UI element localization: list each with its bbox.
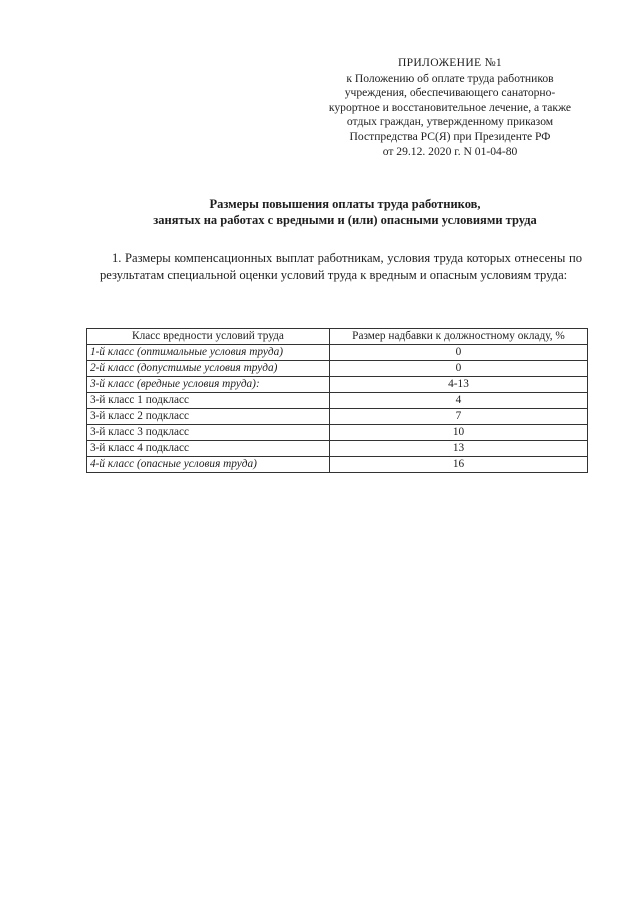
table-row bbox=[87, 393, 588, 409]
appendix-line: курортное и восстановительное лечение, а также bbox=[328, 100, 572, 114]
class-cell: 2-й класс (допустимые условия труда) bbox=[87, 361, 330, 377]
table-row bbox=[87, 457, 588, 473]
table-header-row bbox=[87, 329, 588, 345]
rate-cell: 0 bbox=[330, 345, 588, 361]
table-row bbox=[87, 361, 588, 377]
appendix-line: от 29.12. 2020 г. N 01-04-80 bbox=[382, 144, 518, 158]
paragraph-1: 1. Размеры компенсационных выплат работникам, условия труда которых отнесены по результатам специальной оценки условий труда к вредным и опасным условиям труда: bbox=[100, 251, 582, 282]
rate-cell: 16 bbox=[330, 457, 588, 473]
table-row bbox=[87, 441, 588, 457]
table-row bbox=[87, 409, 588, 425]
title-line-2: занятых на работах с вредными и (или) опасными условиями труда bbox=[153, 213, 537, 227]
column-header-rate: Размер надбавки к должностному окладу, % bbox=[330, 329, 588, 345]
class-cell: 3-й класс (вредные условия труда): bbox=[87, 377, 330, 393]
appendix-line: к Положению об оплате труда работников bbox=[346, 71, 554, 85]
rate-cell: 4-13 bbox=[330, 377, 588, 393]
rate-cell: 13 bbox=[330, 441, 588, 457]
rate-cell: 7 bbox=[330, 409, 588, 425]
class-cell: 3-й класс 1 подкласс bbox=[87, 393, 330, 409]
class-cell: 1-й класс (оптимальные условия труда) bbox=[87, 345, 330, 361]
appendix-block bbox=[300, 56, 600, 159]
table-row bbox=[87, 345, 588, 361]
class-cell: 4-й класс (опасные условия труда) bbox=[87, 457, 330, 473]
document-title bbox=[60, 196, 630, 228]
title-line-1: Размеры повышения оплаты труда работников, bbox=[209, 197, 481, 211]
class-cell: 3-й класс 2 подкласс bbox=[87, 409, 330, 425]
class-cell: 3-й класс 3 подкласс bbox=[87, 425, 330, 441]
rates-table bbox=[86, 328, 588, 473]
table-row bbox=[87, 425, 588, 441]
table-row bbox=[87, 377, 588, 393]
appendix-heading: ПРИЛОЖЕНИЕ №1 bbox=[397, 56, 503, 69]
appendix-line: учреждения, обеспечивающего санаторно- bbox=[344, 86, 556, 100]
column-header-class: Класс вредности условий труда bbox=[87, 329, 330, 345]
rate-cell: 4 bbox=[330, 393, 588, 409]
class-cell: 3-й класс 4 подкласс bbox=[87, 441, 330, 457]
appendix-line: отдых граждан, утвержденному приказом bbox=[346, 115, 554, 129]
rate-cell: 0 bbox=[330, 361, 588, 377]
appendix-line: Постпредства РС(Я) при Президенте РФ bbox=[349, 129, 551, 143]
rate-cell: 10 bbox=[330, 425, 588, 441]
